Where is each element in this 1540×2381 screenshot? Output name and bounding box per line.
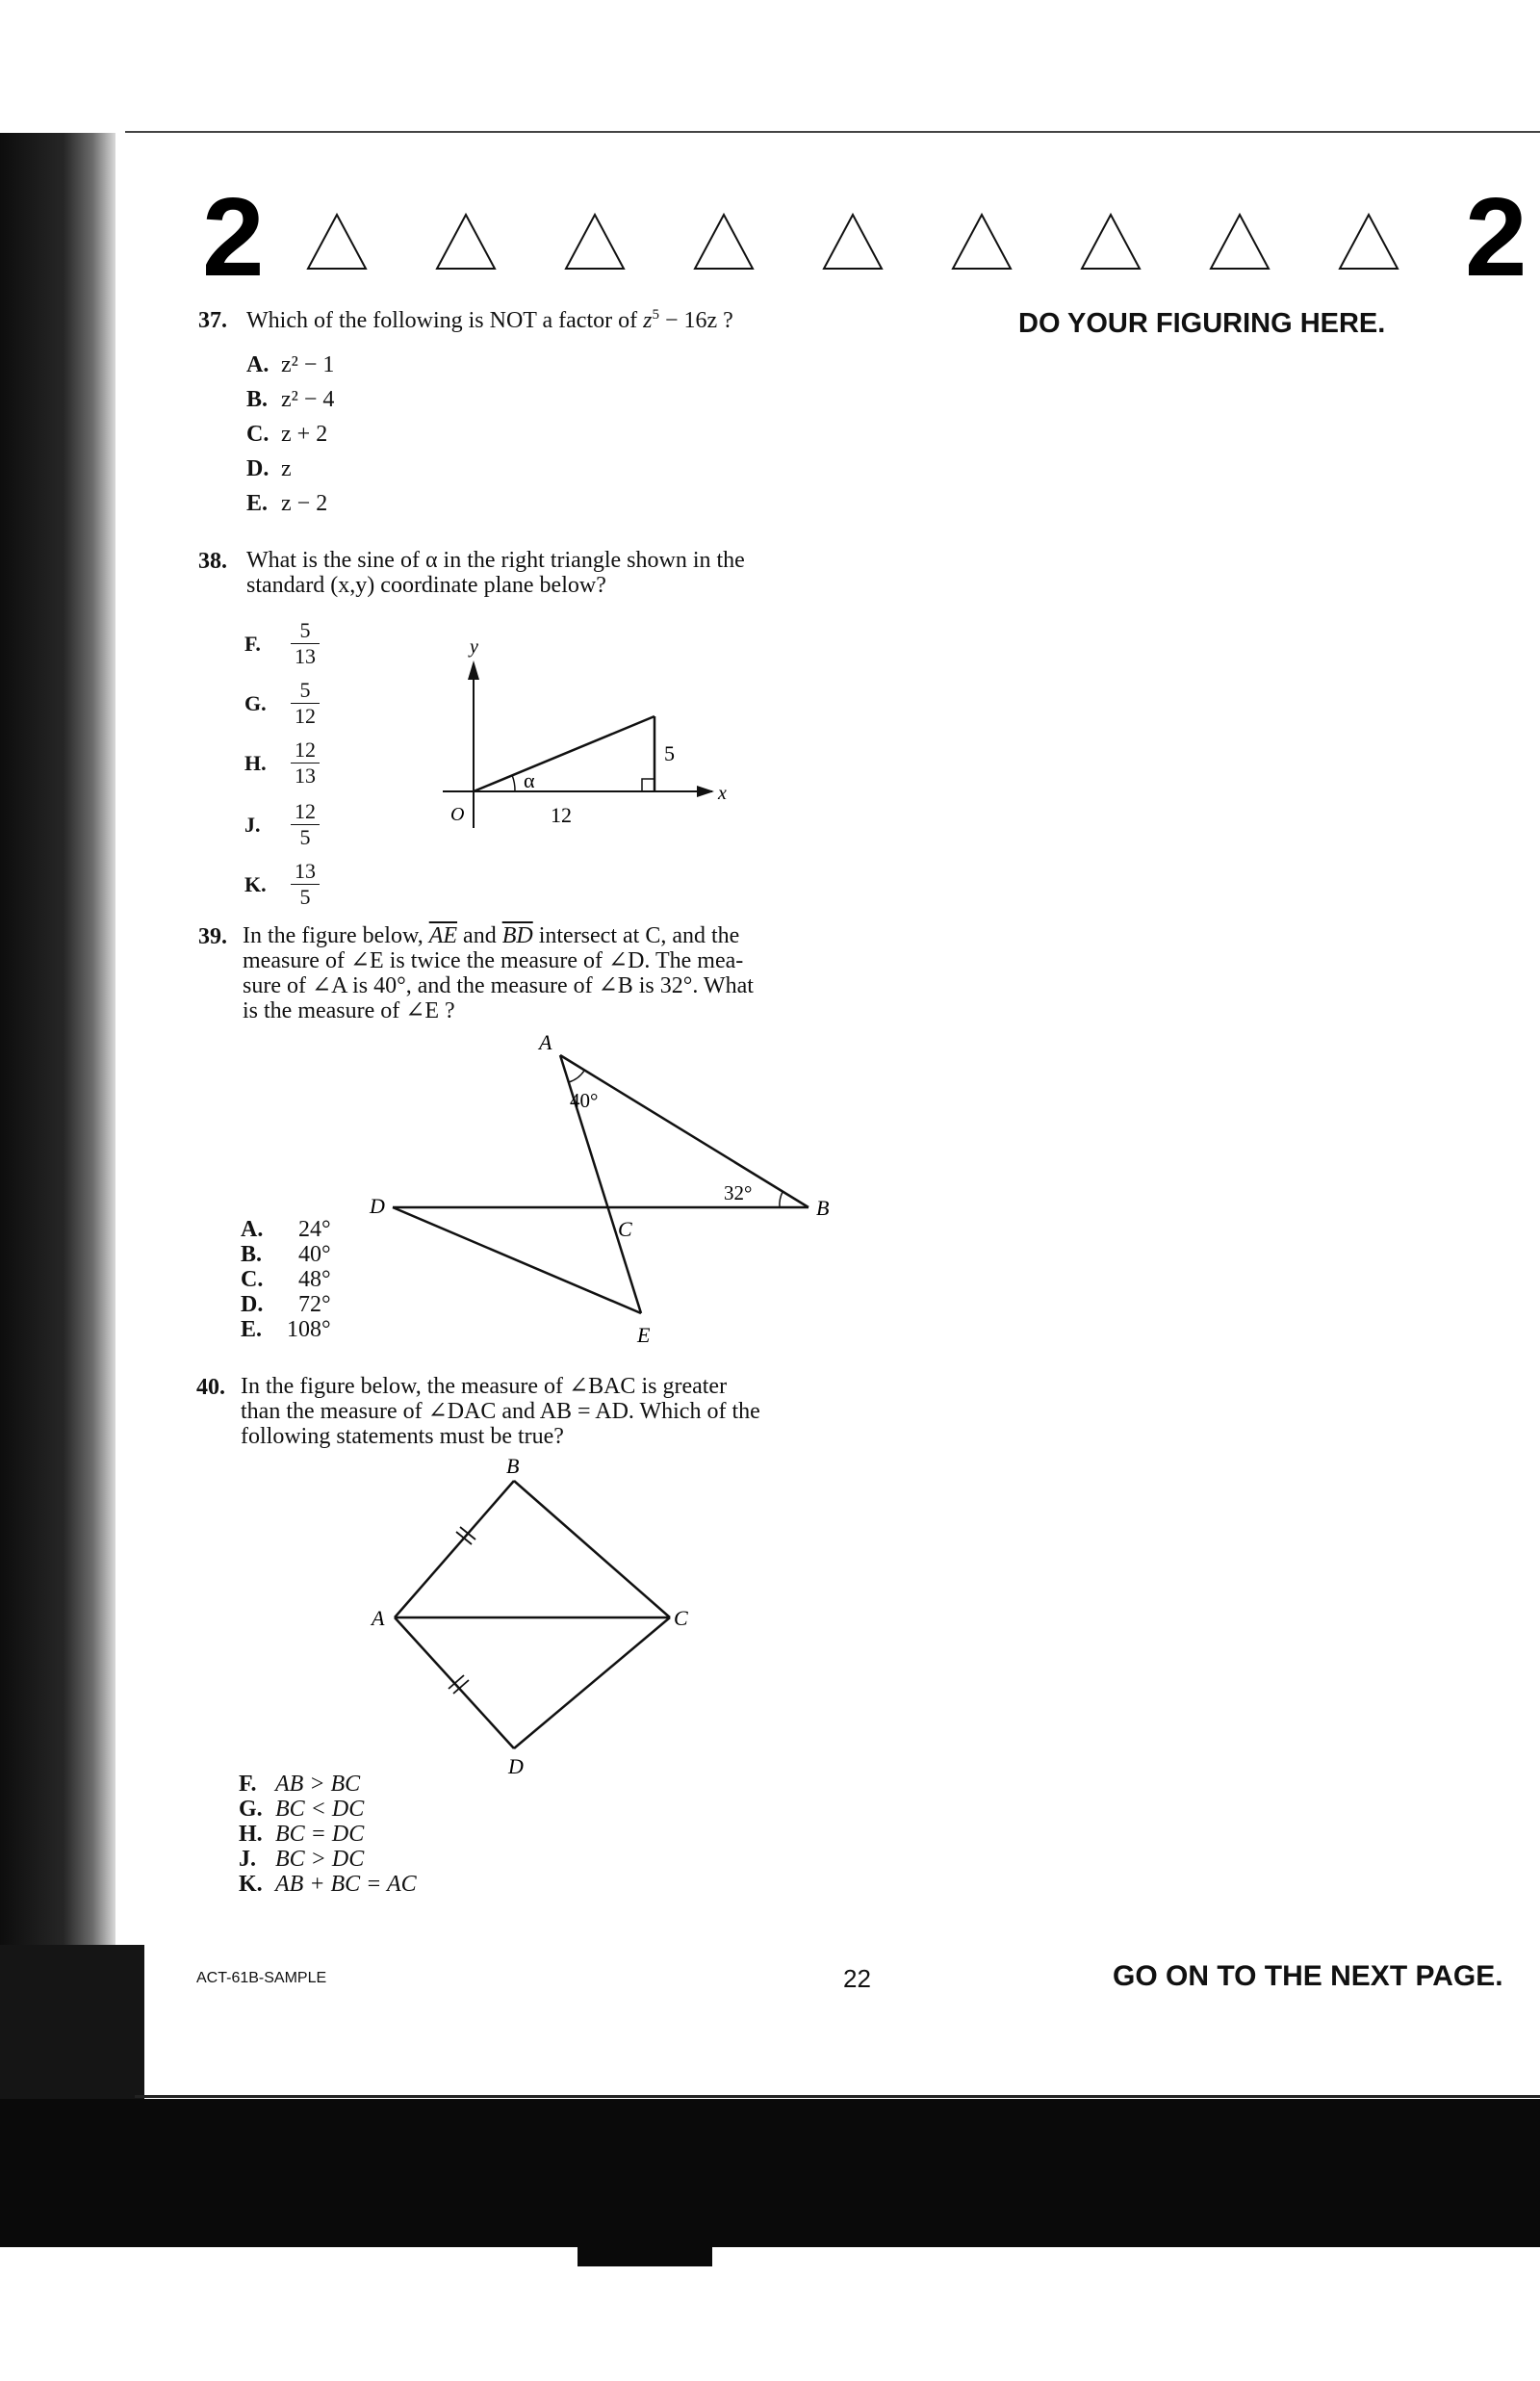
q40-option-g[interactable]: G. BC < DC bbox=[239, 1797, 365, 1822]
segment-dc bbox=[514, 1618, 670, 1748]
q37-stem: Which of the following is NOT a factor of $z^5 - 16z$ ? bbox=[246, 307, 733, 333]
q40-figure bbox=[356, 1448, 722, 1785]
hypotenuse bbox=[474, 716, 654, 791]
alpha-arc bbox=[512, 775, 515, 791]
q40-option-f[interactable]: F. AB > BC bbox=[239, 1772, 361, 1797]
q40-stem-line2: than the measure of ∠DAC and AB = AD. Which of the bbox=[241, 1399, 760, 1424]
q38-option-k-fraction[interactable]: $\frac{13}{5}$ bbox=[291, 861, 320, 908]
bottom-rule bbox=[135, 2095, 1540, 2098]
q38-option-f-letter[interactable]: F. bbox=[244, 632, 261, 656]
point-b-label: B bbox=[816, 1196, 830, 1220]
leg-5-label: 5 bbox=[664, 741, 675, 765]
triangle-icon bbox=[306, 212, 368, 272]
q37-option-b[interactable]: B. z² − 4 bbox=[246, 387, 335, 412]
triangle-icon bbox=[1338, 212, 1399, 272]
q39-number: 39. bbox=[198, 924, 227, 949]
q38-number: 38. bbox=[198, 549, 227, 574]
point-b-label: B bbox=[506, 1454, 520, 1478]
triangle-icon bbox=[1080, 212, 1142, 272]
q37-option-a[interactable]: A. z² − 1 bbox=[246, 352, 335, 377]
q38-option-h-fraction[interactable]: $\frac{12}{13}$ bbox=[291, 739, 320, 787]
q40-option-j[interactable]: J. BC > DC bbox=[239, 1847, 365, 1872]
page-number: 22 bbox=[843, 1964, 871, 1993]
q38-stem-line2: standard (x,y) coordinate plane below? bbox=[246, 573, 606, 598]
q39-option-a[interactable]: A. 24° bbox=[241, 1217, 331, 1242]
triangle-icon bbox=[951, 212, 1013, 272]
top-rule bbox=[125, 131, 1540, 133]
triangle-icon bbox=[564, 212, 626, 272]
q38-option-k-letter[interactable]: K. bbox=[244, 872, 267, 896]
q40-stem-line3: following statements must be true? bbox=[241, 1424, 564, 1449]
point-c-label: C bbox=[618, 1217, 632, 1241]
point-a-label: A bbox=[372, 1606, 385, 1630]
angle-b-label: 32° bbox=[724, 1181, 753, 1204]
right-angle-mark bbox=[642, 779, 654, 791]
angle-a-label: 40° bbox=[570, 1089, 599, 1112]
segment-ab bbox=[560, 1055, 808, 1207]
q40-option-k[interactable]: K. AB + BC = AC bbox=[239, 1872, 417, 1897]
q37-option-c[interactable]: C. z + 2 bbox=[246, 422, 328, 447]
q38-option-h-letter[interactable]: H. bbox=[244, 751, 267, 775]
q39-stem-line4: is the measure of ∠E ? bbox=[243, 998, 455, 1023]
q38-option-g-letter[interactable]: G. bbox=[244, 691, 267, 715]
segment-ab bbox=[395, 1481, 514, 1618]
q38-option-g-fraction[interactable]: $\frac{5}{12}$ bbox=[291, 680, 320, 727]
x-axis-arrow bbox=[697, 786, 714, 797]
section-number-left: 2 bbox=[202, 174, 265, 299]
q40-stem-line1: In the figure below, the measure of ∠BAC is greater bbox=[241, 1374, 728, 1399]
y-axis-arrow bbox=[468, 660, 479, 680]
point-e-label: E bbox=[637, 1323, 651, 1347]
segment-bc bbox=[514, 1481, 670, 1618]
q40-number: 40. bbox=[196, 1375, 225, 1400]
angle-b-arc bbox=[780, 1192, 783, 1207]
q37-option-d[interactable]: D. z bbox=[246, 456, 292, 481]
q37-number: 37. bbox=[198, 308, 227, 333]
q39-stem-line3: sure of ∠A is 40°, and the measure of ∠B is 32°. What bbox=[243, 973, 754, 998]
leg-12-label: 12 bbox=[551, 803, 572, 827]
point-d-label: D bbox=[508, 1754, 524, 1778]
segment-de bbox=[393, 1207, 641, 1313]
q39-option-d[interactable]: D. 72° bbox=[241, 1292, 331, 1317]
form-code: ACT-61B-SAMPLE bbox=[196, 1970, 327, 1986]
scan-shadow-left bbox=[0, 133, 116, 2135]
y-label: y bbox=[470, 636, 478, 658]
q39-figure bbox=[356, 1022, 857, 1359]
scan-shadow-bottom bbox=[0, 2099, 1540, 2247]
point-c-label: C bbox=[674, 1606, 688, 1630]
q39-option-c[interactable]: C. 48° bbox=[241, 1267, 331, 1292]
triangle-icon bbox=[1209, 212, 1270, 272]
q39-stem-line2: measure of ∠E is twice the measure of ∠D. The mea- bbox=[243, 948, 744, 973]
triangle-icon bbox=[435, 212, 497, 272]
point-a-label: A bbox=[539, 1030, 552, 1054]
q38-option-f-fraction[interactable]: $\frac{5}{13}$ bbox=[291, 620, 320, 667]
scan-shadow-bottom-tail bbox=[578, 2234, 712, 2266]
q38-stem-line1: What is the sine of α in the right triangle shown in the bbox=[246, 548, 745, 573]
q39-stem-line1: In the figure below, $\overline{AE}$ and $\overline{BD}$ intersect at C, and the bbox=[243, 923, 740, 948]
triangle-icon bbox=[693, 212, 755, 272]
angle-a-arc bbox=[569, 1071, 584, 1082]
go-on-note: GO ON TO THE NEXT PAGE. bbox=[1113, 1960, 1503, 1992]
section-number-right: 2 bbox=[1465, 174, 1527, 299]
point-d-label: D bbox=[370, 1194, 385, 1218]
triangle-icon bbox=[822, 212, 884, 272]
q37-option-e[interactable]: E. z − 2 bbox=[246, 491, 328, 516]
q39-option-b[interactable]: B. 40° bbox=[241, 1242, 331, 1267]
figuring-note: DO YOUR FIGURING HERE. bbox=[1018, 308, 1386, 339]
origin-label: O bbox=[450, 804, 465, 825]
q38-figure bbox=[424, 616, 751, 828]
x-label: x bbox=[718, 783, 727, 804]
q40-option-h[interactable]: H. BC = DC bbox=[239, 1822, 365, 1847]
q38-option-j-letter[interactable]: J. bbox=[244, 813, 261, 837]
alpha-label: α bbox=[524, 768, 535, 792]
q38-option-j-fraction[interactable]: $\frac{12}{5}$ bbox=[291, 801, 320, 848]
q39-option-e[interactable]: E. 108° bbox=[241, 1317, 331, 1342]
